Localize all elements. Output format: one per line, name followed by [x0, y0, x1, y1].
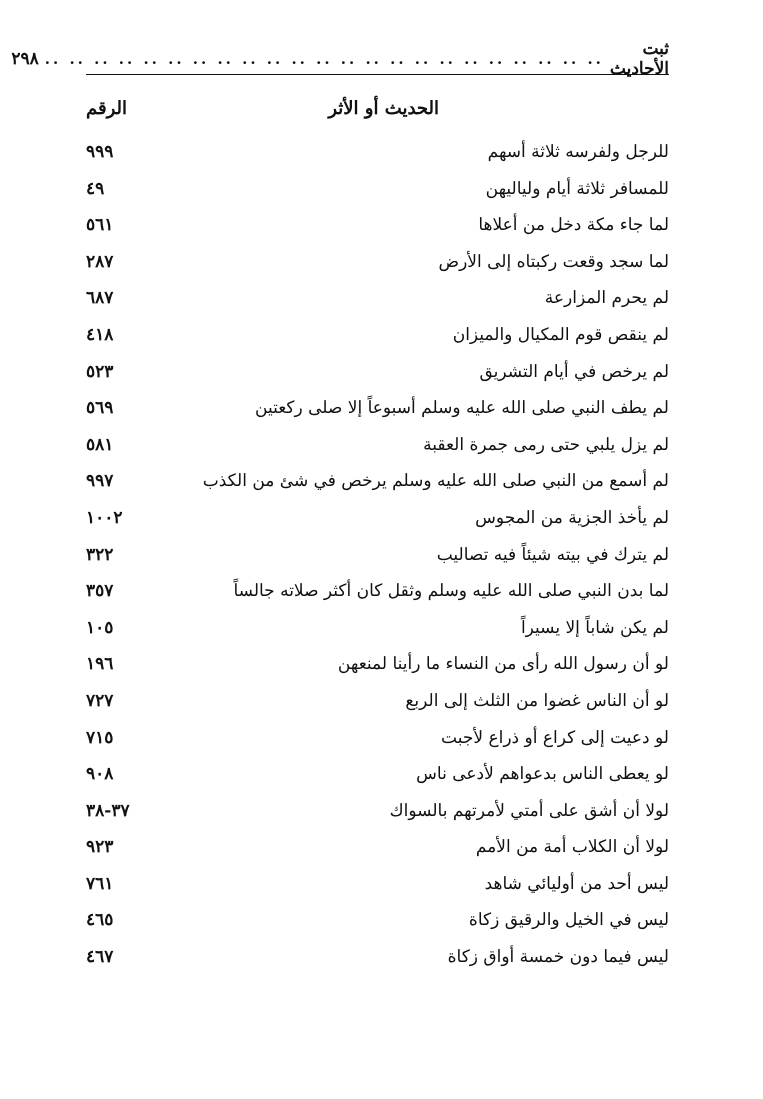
hadith-number: ٧١٥: [86, 727, 114, 748]
list-item: [86, 348, 669, 385]
hadith-number: ٩٩٧: [86, 471, 114, 492]
list-item: [86, 421, 669, 458]
hadith-number: ١٠٠٢: [86, 507, 123, 528]
hadith-text: للرجل ولفرسه ثلاثة أسهم: [487, 142, 669, 162]
list-item: [86, 750, 669, 787]
section-title: ثبت الأحاديث: [609, 39, 669, 79]
list-item: [86, 165, 669, 202]
list-item: [86, 311, 669, 348]
hadith-number: ١٩٦: [86, 654, 114, 675]
hadith-number: ٥٦١: [86, 215, 114, 236]
list-item: [86, 201, 669, 238]
hadith-number: ٧٦١: [86, 873, 114, 894]
list-item: [86, 677, 669, 714]
hadith-number: ٣٧-٣٨: [86, 800, 130, 821]
hadith-number: ٩٩٩: [86, 142, 114, 162]
hadith-text: لم ينقص قوم المكيال والميزان: [452, 324, 669, 345]
hadith-index-list: [86, 128, 669, 970]
hadith-number: ٥٨١: [86, 434, 114, 455]
hadith-number: ٥٦٩: [86, 398, 114, 419]
hadith-text: لولا أن أشق على أمتي لأمرتهم بالسواك: [389, 800, 669, 821]
hadith-number: ٩٢٣: [86, 837, 114, 858]
dot-leader: .. .. .. .. .. .. .. .. .. .. .. .. .. .. .. .. .. .. .. .. .. .. ..: [44, 49, 604, 68]
hadith-text: لو دعيت إلى كراع أو ذراع لأجبت: [441, 727, 669, 748]
hadith-text: لما جاء مكة دخل من أعلاها: [478, 215, 669, 236]
running-header: [11, 39, 669, 79]
hadith-text: لو يعطى الناس بدعواهم لأدعى ناس: [416, 764, 669, 785]
list-item: [86, 384, 669, 421]
hadith-text: ليس في الخيل والرقيق زكاة: [468, 910, 669, 931]
hadith-text: ليس فيما دون خمسة أواق زكاة: [447, 947, 669, 968]
list-item: [86, 457, 669, 494]
list-item: [86, 274, 669, 311]
hadith-text: لو أن رسول الله رأى من النساء ما رأينا لمنعهن: [337, 654, 669, 675]
hadith-text: لم يرخص في أيام التشريق: [479, 361, 669, 382]
hadith-column-heading: الحديث أو الأثر: [328, 98, 439, 119]
hadith-text: لم يحرم المزارعة: [544, 288, 669, 309]
hadith-number: ٦٨٧: [86, 288, 114, 309]
hadith-number: ٤٩: [86, 178, 105, 199]
list-item: [86, 494, 669, 531]
hadith-number: ٩٠٨: [86, 764, 114, 785]
hadith-text: لم يترك في بيته شيئاً فيه تصاليب: [436, 544, 669, 565]
hadith-number: ٤١٨: [86, 324, 114, 345]
hadith-text: لما بدن النبي صلى الله عليه وسلم وثقل كان أكثر صلاته جالساً: [233, 581, 669, 602]
list-item: [86, 531, 669, 568]
list-item: [86, 860, 669, 897]
hadith-number: ٧٢٧: [86, 690, 114, 711]
hadith-text: لم يزل يلبي حتى رمى جمرة العقبة: [423, 434, 669, 455]
hadith-number: ٤٦٥: [86, 910, 114, 931]
hadith-text: لم أسمع من النبي صلى الله عليه وسلم يرخص في شئ من الكذب: [202, 471, 669, 492]
hadith-number: ٥٢٣: [86, 361, 114, 382]
list-item: [86, 714, 669, 751]
list-item: [86, 823, 669, 860]
hadith-number: ٣٥٧: [86, 581, 114, 602]
list-item: [86, 896, 669, 933]
hadith-text: لولا أن الكلاب أمة من الأمم: [475, 837, 669, 858]
hadith-text: لما سجد وقعت ركبتاه إلى الأرض: [438, 251, 669, 272]
list-item: [86, 787, 669, 824]
list-item: [86, 640, 669, 677]
column-headings: [86, 92, 669, 128]
hadith-text: لم يأخذ الجزية من المجوس: [475, 507, 669, 528]
hadith-number: ٤٦٧: [86, 947, 114, 968]
number-column-heading: الرقم: [86, 98, 128, 119]
page-number: ٢٩٨: [11, 49, 39, 69]
hadith-text: لو أن الناس غضوا من الثلث إلى الربع: [405, 690, 669, 711]
list-item: [86, 238, 669, 275]
hadith-text: لم يكن شاباً إلا يسيراً: [520, 617, 669, 638]
hadith-text: ليس أحد من أوليائي شاهد: [484, 873, 669, 894]
hadith-number: ٢٨٧: [86, 251, 114, 272]
hadith-number: ٣٢٢: [86, 544, 114, 565]
list-item: [86, 128, 669, 165]
list-item: [86, 567, 669, 604]
list-item: [86, 604, 669, 641]
hadith-number: ١٠٥: [86, 617, 114, 638]
hadith-text: للمسافر ثلاثة أيام ولياليهن: [485, 178, 669, 199]
list-item: [86, 933, 669, 970]
hadith-text: لم يطف النبي صلى الله عليه وسلم أسبوعاً إلا صلى ركعتين: [255, 398, 669, 419]
